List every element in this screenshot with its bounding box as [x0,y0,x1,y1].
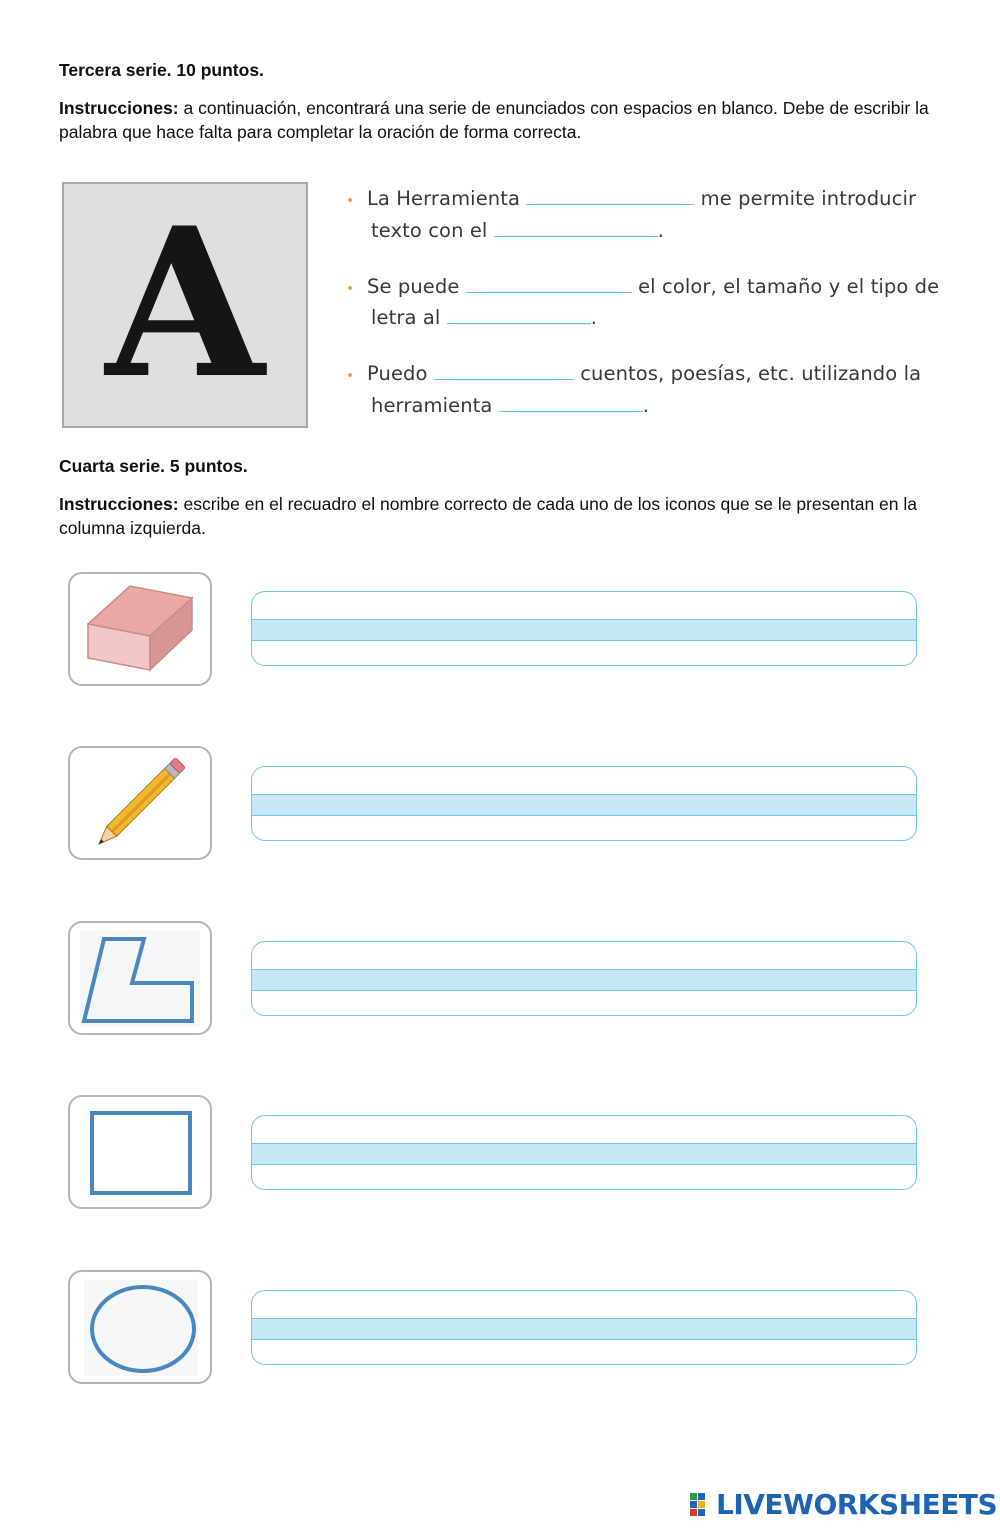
ellipse-icon-box [68,1270,212,1384]
instructions-label: Instrucciones: [59,494,179,514]
instructions-text: escribe en el recuadro el nombre correcto de cada uno de los iconos que se le presentan en la columna izquierda. [59,494,918,538]
pencil-icon [70,748,210,858]
instructions-label: Instrucciones: [59,98,179,118]
section3-title: Tercera serie. 10 puntos. [59,60,264,80]
answer-field-5[interactable] [251,1290,917,1365]
blank-5[interactable] [434,361,574,380]
letter-a: A [105,184,265,424]
blank-3[interactable] [466,274,632,293]
section4-instructions [59,492,939,540]
instructions-text: a continuación, encontrará una serie de enunciados con espacios en blanco. Debe de escribir la palabra que hace falta para completar la oración de forma correcta. [59,98,929,142]
answer-field-4[interactable] [251,1115,917,1190]
section4-title: Cuarta serie. 5 puntos. [59,456,248,476]
liveworksheets-logo-icon [690,1493,714,1519]
pencil-icon-box [68,746,212,860]
blank-4[interactable] [447,305,591,324]
rectangle-icon [70,1097,210,1207]
answer-field-1[interactable] [251,591,917,666]
bullet-2-line-1: • Se puede el color, el tamaño y el tipo de [346,275,940,298]
answer-field-3[interactable] [251,941,917,1016]
blank-1[interactable] [526,186,694,205]
answer-field-2[interactable] [251,766,917,841]
bullet-dot-icon: • [346,368,355,384]
section3-instructions [59,96,939,144]
bullet-3-line-1: • Puedo cuentos, poesías, etc. utilizando la [346,362,922,385]
free-form-shape-icon-box [68,921,212,1035]
blank-2[interactable] [494,218,658,237]
ellipse-icon [70,1272,210,1382]
liveworksheets-logo-text: LIVEWORKSHEETS [716,1488,998,1521]
letter-a-image [62,182,308,428]
bullet-3-line-2: herramienta . [371,394,650,417]
eraser-icon [70,574,210,684]
bullet-dot-icon: • [346,281,355,297]
free-form-shape-icon [70,923,210,1033]
bullet-1-line-1: • La Herramienta me permite introducir [346,187,917,210]
bullet-1-line-2: texto con el . [371,219,665,242]
rectangle-icon-box [68,1095,212,1209]
blank-6[interactable] [499,393,643,412]
liveworksheets-logo [690,1488,998,1522]
bullet-dot-icon: • [346,193,355,209]
eraser-icon-box [68,572,212,686]
bullet-2-line-2: letra al . [371,306,598,329]
